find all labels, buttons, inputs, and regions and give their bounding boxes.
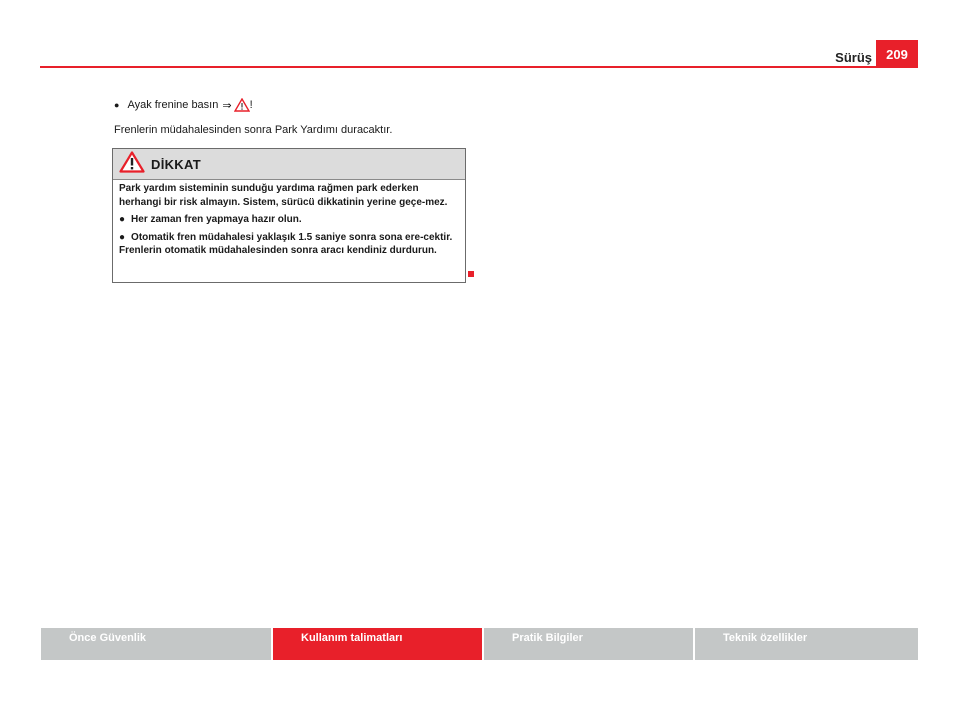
footer-tab-teknik-ozellikler[interactable]: Teknik özellikler xyxy=(695,628,918,660)
bullet-dot-icon: ● xyxy=(119,231,126,243)
warning-triangle-icon[interactable] xyxy=(234,98,250,112)
warning-bullet-text: Otomatik fren müdahalesi yaklaşık 1.5 saniye sonra sona ere-cektir. Frenlerin otomatik müdahalesinden sonra aracı kendiniz durdurun. xyxy=(119,231,453,256)
warning-box xyxy=(112,148,466,283)
warning-bullet-text: Her zaman fren yapmaya hazır olun. xyxy=(131,214,302,225)
footer-tab-pratik-bilgiler[interactable]: Pratik Bilgiler xyxy=(484,628,693,660)
section-end-marker xyxy=(468,271,474,277)
instruction-bullet xyxy=(114,98,253,112)
warning-bullet xyxy=(119,231,459,258)
warning-triangle-icon xyxy=(119,151,145,178)
paragraph: Frenlerin müdahalesinden sonra Park Yardımı duracaktır. xyxy=(114,124,393,136)
page-number: 209 xyxy=(876,40,918,68)
section-title: Sürüş xyxy=(835,50,872,65)
warning-bullet xyxy=(119,213,459,227)
footer-nav xyxy=(41,628,918,660)
bullet-text: Ayak frenine basın xyxy=(127,99,219,111)
warning-title: DİKKAT xyxy=(151,156,201,172)
header-rule xyxy=(40,66,918,68)
warning-header xyxy=(113,149,465,180)
footer-tab-once-guvenlik[interactable]: Önce Güvenlik xyxy=(41,628,271,660)
bullet-suffix: ! xyxy=(249,99,253,111)
footer-tab-kullanim-talimatlari[interactable]: Kullanım talimatları xyxy=(273,628,482,660)
bullet-dot-icon: ● xyxy=(114,100,120,110)
warning-body xyxy=(113,180,465,258)
warning-paragraph: Park yardım sisteminin sunduğu yardıma rağmen park ederken herhangi bir risk almayın. Sistem, sürücü dikkatinin yerine geçe-mez. xyxy=(119,183,448,208)
arrow-right-icon: ⇒ xyxy=(222,99,232,112)
bullet-dot-icon: ● xyxy=(119,214,126,225)
